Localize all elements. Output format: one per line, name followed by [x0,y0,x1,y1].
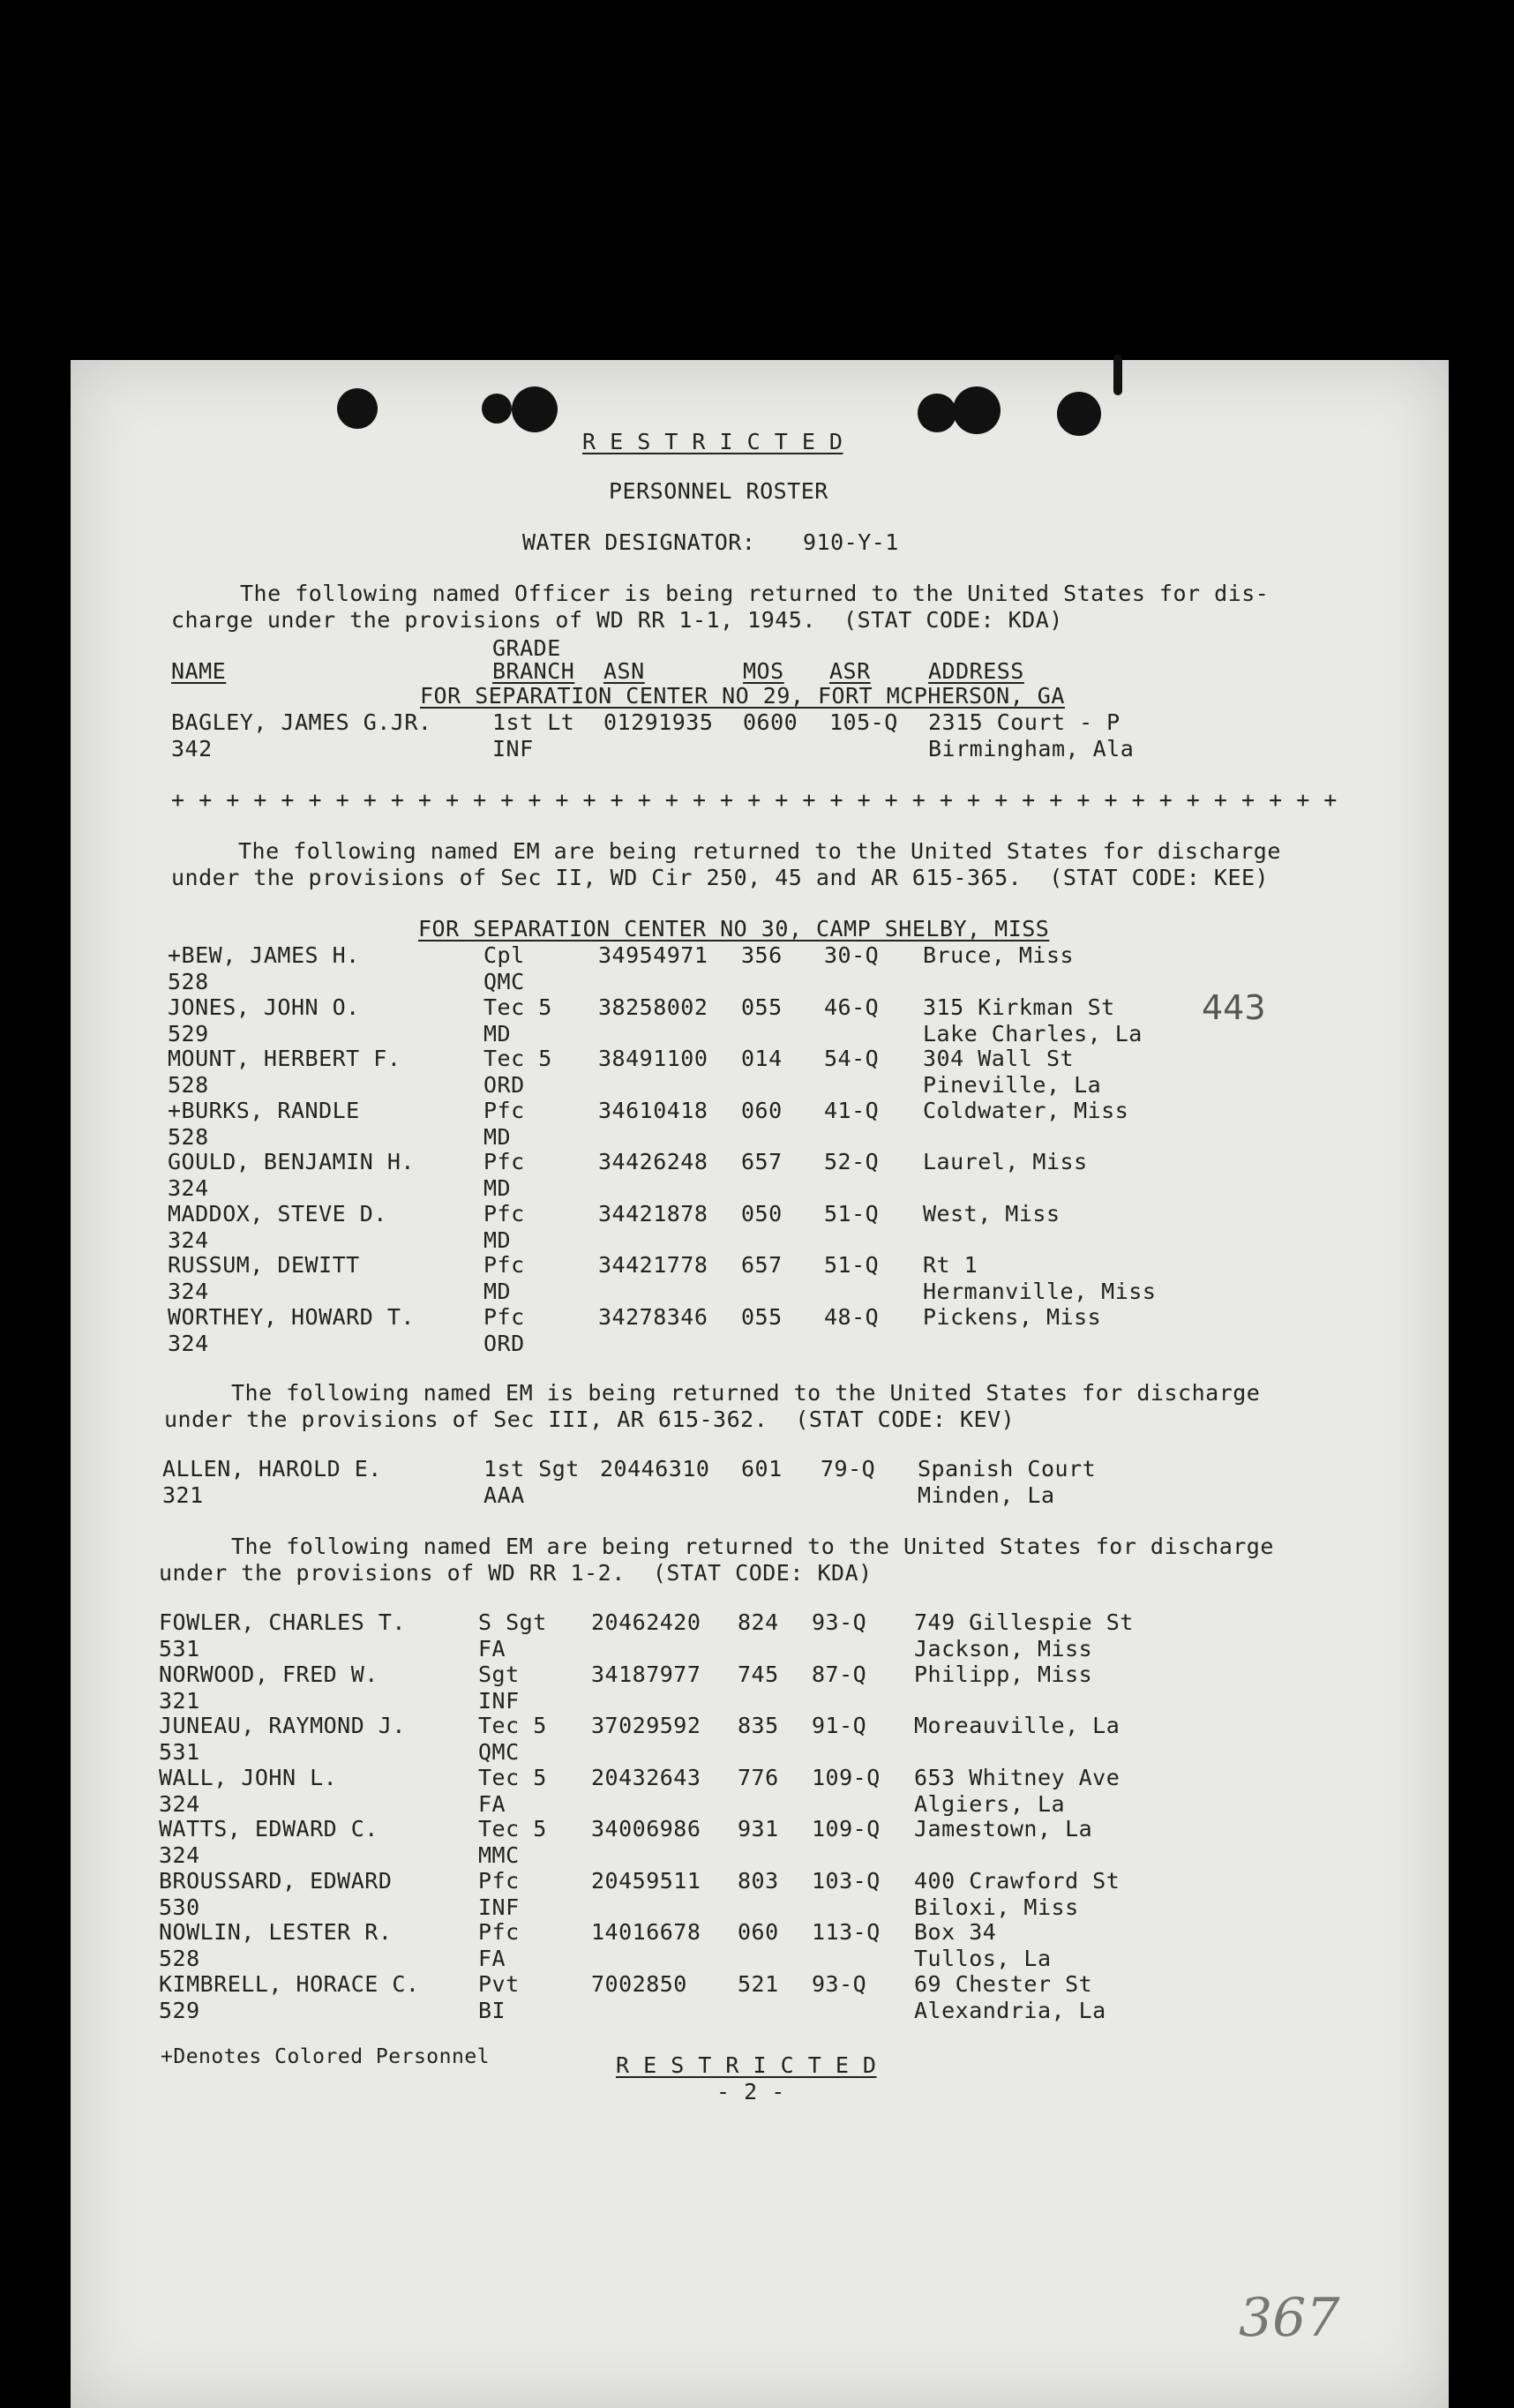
asn-cell: 20446310 [600,1456,710,1482]
address-line1: Box 34 [914,1919,997,1945]
branch-cell: ORD [483,1072,525,1098]
code-cell: 324 [168,1279,209,1304]
grade-cell: Pfc [483,1097,525,1123]
branch-cell: FA [478,1946,506,1971]
branch-cell: MD [483,1020,512,1046]
name-cell: +BURKS, RANDLE [168,1097,360,1123]
address-line1: Bruce, Miss [923,942,1075,968]
em1-center-heading: FOR SEPARATION CENTER NO 30, CAMP SHELBY, MISS [418,916,1050,941]
name-cell: RUSSUM, DEWITT [168,1252,360,1278]
mos-cell: 050 [741,1200,783,1227]
handwritten-page-number: 367 [1239,2287,1340,2349]
name-cell: JONES, JOHN O. [168,994,360,1020]
asr-cell: 46-Q [824,994,880,1020]
grade-cell: Tec 5 [478,1816,547,1842]
code-cell: 528 [168,969,209,994]
name-cell: FOWLER, CHARLES T. [159,1609,406,1635]
page-title: PERSONNEL ROSTER [609,478,828,504]
grade-cell: 1st Lt [492,709,575,735]
address-line2: Alexandria, La [914,1997,1106,2023]
address-line1: 400 Crawford St [914,1867,1121,1894]
branch-cell: MD [483,1175,512,1201]
address-line1: 749 Gillespie St [914,1609,1134,1635]
em1-intro-line1: The following named EM are being returned to the United States for discharge [238,838,1281,864]
name-cell: +BEW, JAMES H. [168,942,360,968]
address-line1: West, Miss [923,1200,1061,1227]
branch-cell: QMC [478,1739,520,1765]
code-cell: 528 [159,1946,200,1971]
code-cell: 324 [159,1790,200,1817]
address-line1: Laurel, Miss [923,1149,1088,1174]
branch-cell: MD [483,1123,512,1150]
mos-cell: 055 [741,1303,783,1330]
address-line2: Minden, La [918,1482,1055,1508]
asr-cell: 105-Q [829,709,898,735]
asr-cell: 79-Q [821,1456,876,1482]
mos-cell: 835 [738,1713,779,1738]
code-cell: 528 [168,1123,209,1150]
address-line2: Biloxi, Miss [914,1894,1079,1920]
em3-intro-line1: The following named EM are being returned to the United States for discharge [231,1534,1274,1559]
branch-cell: MD [483,1227,512,1253]
grade-cell: Pfc [483,1252,525,1278]
asn-cell: 20459511 [591,1867,701,1894]
name-cell: NOWLIN, LESTER R. [159,1919,393,1945]
name-cell: MADDOX, STEVE D. [168,1200,387,1227]
code-cell: 529 [159,1997,200,2023]
punch-hole [337,388,378,429]
punch-hole [918,394,956,432]
name-cell: GOULD, BENJAMIN H. [168,1149,415,1174]
asn-cell: 38491100 [598,1046,708,1071]
asn-cell: 34954971 [598,942,708,968]
code-cell: 324 [168,1330,209,1356]
water-designator-value: 910-Y-1 [803,529,899,555]
mos-cell: 657 [741,1252,783,1278]
asr-cell: 109-Q [812,1764,881,1790]
asr-cell: 52-Q [824,1149,880,1174]
grade-cell: Tec 5 [483,1046,552,1071]
mos-cell: 657 [741,1149,783,1174]
asn-cell: 34421878 [598,1200,708,1227]
mos-cell: 060 [741,1097,783,1123]
em2-intro-line1: The following named EM is being returned to the United States for discharge [231,1380,1261,1406]
name-cell: ALLEN, HAROLD E. [162,1456,382,1482]
restricted-footer: R E S T R I C T E D [616,2052,877,2078]
asr-cell: 51-Q [824,1200,880,1227]
asn-cell: 34278346 [598,1303,708,1330]
branch-cell: AAA [483,1482,525,1508]
address-line2: Tullos, La [914,1946,1052,1971]
asn-cell: 34421778 [598,1252,708,1278]
mos-cell: 745 [738,1661,779,1687]
asr-cell: 41-Q [824,1097,880,1123]
officer-intro-line2: charge under the provisions of WD RR 1-1, 1945. (STAT CODE: KDA) [171,607,1063,633]
branch-cell: MD [483,1279,512,1304]
code-cell: 324 [168,1227,209,1253]
asn-cell: 7002850 [591,1970,687,1997]
grade-cell: Cpl [483,942,525,968]
code-cell: 342 [171,736,213,761]
col-header-address: ADDRESS [928,658,1024,684]
asn-cell: 38258002 [598,994,708,1020]
mos-cell: 055 [741,994,783,1020]
branch-cell: FA [478,1636,506,1662]
address-line1: Pickens, Miss [923,1303,1102,1330]
name-cell: JUNEAU, RAYMOND J. [159,1713,406,1738]
officer-center-heading: FOR SEPARATION CENTER NO 29, FORT MCPHERSON, GA [420,683,1065,709]
footnote-colored-personnel: +Denotes Colored Personnel [161,2045,491,2068]
asn-cell: 37029592 [591,1713,701,1738]
asn-cell: 01291935 [603,709,714,735]
address-line1: Moreauville, La [914,1713,1121,1738]
grade-cell: Pfc [478,1919,520,1945]
address-line1: Jamestown, La [914,1816,1093,1842]
asr-cell: 54-Q [824,1046,880,1071]
punch-hole [1113,355,1122,395]
address-line1: 315 Kirkman St [923,994,1115,1020]
address-line1: 304 Wall St [923,1046,1075,1071]
restricted-header: R E S T R I C T E D [582,429,843,454]
grade-cell: Pfc [478,1867,520,1894]
name-cell: MOUNT, HERBERT F. [168,1046,401,1071]
mos-cell: 776 [738,1764,779,1790]
asn-cell: 34006986 [591,1816,701,1842]
address-line1: 2315 Court - P [928,709,1121,735]
mos-cell: 824 [738,1609,779,1635]
grade-cell: Sgt [478,1661,520,1687]
code-cell: 528 [168,1072,209,1098]
col-header-grade: GRADE [492,635,561,661]
asr-cell: 109-Q [812,1816,881,1842]
asn-cell: 14016678 [591,1919,701,1945]
address-line2: Birmingham, Ala [928,736,1135,761]
asn-cell: 34610418 [598,1097,708,1123]
name-cell: BROUSSARD, EDWARD [159,1867,393,1894]
name-cell: WATTS, EDWARD C. [159,1816,378,1842]
punch-hole [1057,392,1101,436]
branch-cell: MMC [478,1842,520,1868]
grade-cell: Tec 5 [478,1764,547,1790]
address-line2: Lake Charles, La [923,1020,1143,1046]
asr-cell: 91-Q [812,1713,867,1738]
mos-cell: 060 [738,1919,779,1945]
name-cell: KIMBRELL, HORACE C. [159,1970,420,1997]
branch-cell: QMC [483,969,525,994]
asr-cell: 87-Q [812,1661,867,1687]
address-line2: Pineville, La [923,1072,1102,1098]
em1-intro-line2: under the provisions of Sec II, WD Cir 250, 45 and AR 615-365. (STAT CODE: KEE) [171,865,1270,890]
asr-cell: 113-Q [812,1919,881,1945]
mos-cell: 803 [738,1867,779,1894]
address-line2: Algiers, La [914,1790,1066,1817]
code-cell: 531 [159,1636,200,1662]
address-line1: Philipp, Miss [914,1661,1093,1687]
asr-cell: 48-Q [824,1303,880,1330]
name-cell: NORWOOD, FRED W. [159,1661,378,1687]
code-cell: 324 [168,1175,209,1201]
code-cell: 324 [159,1842,200,1868]
col-header-asn: ASN [603,658,645,684]
asn-cell: 20462420 [591,1609,701,1635]
code-cell: 321 [162,1482,204,1508]
grade-cell: Pfc [483,1149,525,1174]
branch-cell: ORD [483,1330,525,1356]
branch-cell: FA [478,1790,506,1817]
mos-cell: 601 [741,1456,783,1482]
em2-intro-line2: under the provisions of Sec III, AR 615-362. (STAT CODE: KEV) [164,1407,1016,1432]
asr-cell: 51-Q [824,1252,880,1278]
branch-cell: INF [478,1894,520,1920]
asr-cell: 30-Q [824,942,880,968]
grade-cell: Pfc [483,1303,525,1330]
name-cell: WALL, JOHN L. [159,1764,338,1790]
branch-cell: INF [492,736,534,761]
code-cell: 531 [159,1739,200,1765]
asn-cell: 20432643 [591,1764,701,1790]
asr-cell: 93-Q [812,1609,867,1635]
code-cell: 529 [168,1020,209,1046]
col-header-mos: MOS [743,658,784,684]
mos-cell: 356 [741,942,783,968]
col-header-branch: BRANCH [492,658,575,684]
address-line2: Jackson, Miss [914,1636,1093,1662]
address-line1: 69 Chester St [914,1970,1093,1997]
code-cell: 321 [159,1687,200,1714]
name-cell: WORTHEY, HOWARD T. [168,1303,415,1330]
grade-cell: 1st Sgt [483,1456,580,1482]
page-number: - 2 - [716,2079,785,2104]
address-line1: Rt 1 [923,1252,978,1278]
grade-cell: S Sgt [478,1609,547,1635]
mos-cell: 0600 [743,709,798,735]
mos-cell: 014 [741,1046,783,1071]
name-cell: BAGLEY, JAMES G.JR. [171,709,432,735]
em3-intro-line2: under the provisions of WD RR 1-2. (STAT CODE: KDA) [159,1560,873,1586]
address-line2: Hermanville, Miss [923,1279,1157,1304]
divider-line: + + + + + + + + + + + + + + + + + + + + + + + + + + + + + + + + + + + + + + + + + + + [171,787,1338,813]
grade-cell: Pvt [478,1970,520,1997]
stamp-number: 443 [1202,988,1266,1027]
officer-intro-line1: The following named Officer is being returned to the United States for dis- [240,581,1270,606]
code-cell: 530 [159,1894,200,1920]
water-designator-label: WATER DESIGNATOR: [522,529,756,555]
grade-cell: Tec 5 [478,1713,547,1738]
asr-cell: 103-Q [812,1867,881,1894]
address-line1: Coldwater, Miss [923,1097,1129,1123]
address-line1: 653 Whitney Ave [914,1764,1121,1790]
grade-cell: Pfc [483,1200,525,1227]
address-line1: Spanish Court [918,1456,1097,1482]
col-header-asr: ASR [829,658,871,684]
asn-cell: 34187977 [591,1661,701,1687]
punch-hole [512,386,558,432]
grade-cell: Tec 5 [483,994,552,1020]
mos-cell: 931 [738,1816,779,1842]
branch-cell: INF [478,1687,520,1714]
col-header-name: NAME [171,658,227,684]
asn-cell: 34426248 [598,1149,708,1174]
punch-hole [953,386,1001,434]
punch-hole [482,394,512,424]
asr-cell: 93-Q [812,1970,867,1997]
mos-cell: 521 [738,1970,779,1997]
branch-cell: BI [478,1997,506,2023]
